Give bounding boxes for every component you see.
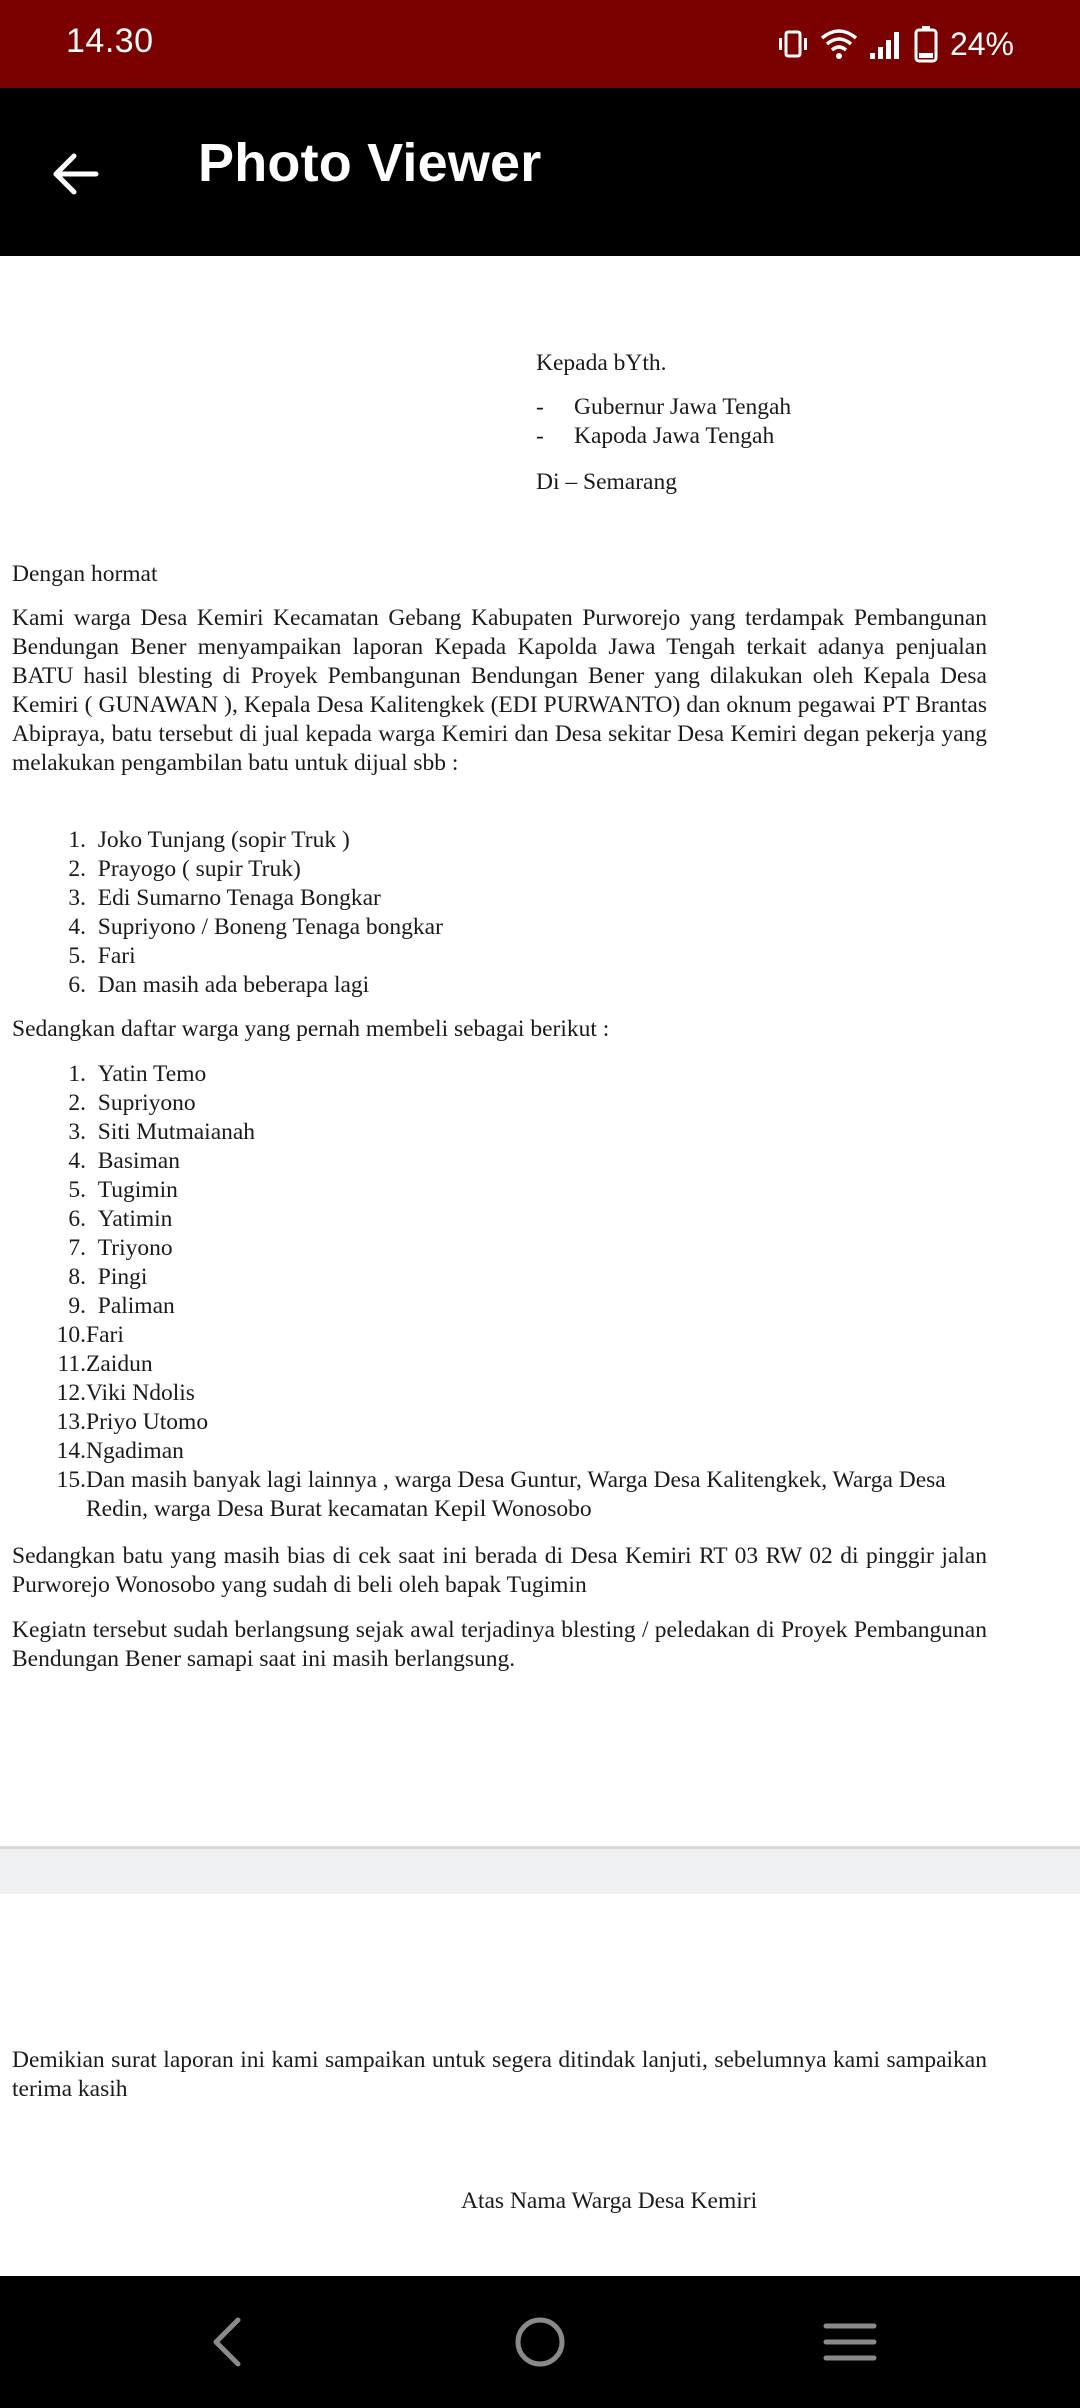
list-item: 11. Zaidun	[57, 1351, 153, 1377]
page-separator	[0, 1846, 1080, 1897]
list-item: 12. Viki Ndolis	[56, 1380, 195, 1406]
nav-home-button[interactable]	[510, 2312, 570, 2372]
list-item: 4. Basiman	[68, 1148, 180, 1174]
list-item: 5. Tugimin	[68, 1177, 178, 1203]
vibrate-icon	[776, 27, 810, 61]
document-page-2	[0, 1894, 1080, 2276]
list-item: 2. Supriyono	[68, 1090, 196, 1116]
list-item: 1. Joko Tunjang (sopir Truk )	[68, 827, 350, 853]
workers-list	[48, 826, 443, 1000]
list-item: 6. Yatimin	[68, 1206, 173, 1232]
recipient-dash: -	[536, 423, 544, 449]
battery-icon	[914, 25, 938, 63]
nav-recents-button[interactable]	[820, 2312, 880, 2372]
list-item: 8. Pingi	[68, 1264, 148, 1290]
status-time: 14.30	[66, 22, 154, 60]
list-item: 13. Priyo Utomo	[56, 1409, 209, 1435]
app-title: Photo Viewer	[198, 133, 542, 193]
list-item: 2. Prayogo ( supir Truk)	[68, 856, 301, 882]
nav-back-button[interactable]	[198, 2312, 258, 2372]
list-item: 6. Dan masih ada beberapa lagi	[68, 972, 370, 998]
list-item: 1. Yatin Temo	[68, 1061, 207, 1087]
status-icons	[776, 20, 1014, 68]
place-line: Di – Semarang	[536, 469, 677, 495]
buyers-list	[48, 1060, 986, 1524]
navigation-bar	[0, 2276, 1080, 2408]
recipient-name: Gubernur Jawa Tengah	[574, 394, 792, 420]
signal-icon	[868, 27, 904, 61]
list-item: 9. Paliman	[68, 1293, 175, 1319]
back-nav-icon	[208, 2316, 248, 2368]
recipient-item	[536, 422, 775, 451]
recipient-item	[536, 393, 792, 422]
status-bar	[0, 0, 1080, 88]
recipient-name: Kapoda Jawa Tengah	[574, 423, 775, 449]
closing-paragraph: Demikian surat laporan ini kami sampaikan untuk segera ditindak lanjuti, sebelumnya kami sampaikan terima kasih	[12, 2047, 987, 2102]
list-item: 10. Fari	[56, 1322, 124, 1348]
back-button[interactable]	[40, 138, 112, 210]
greeting: Dengan hormat	[12, 561, 158, 587]
battery-percent: 24%	[949, 25, 1014, 62]
home-nav-icon	[512, 2314, 568, 2370]
intro-paragraph: Kami warga Desa Kemiri Kecamatan Gebang Kabupaten Purworejo yang terdampak Pembangunan Bendungan Bener menyampaikan laporan Kepada Kapolda Jawa Tengah terkait adanya penjualan BATU hasil blesting di Proyek Pembangunan Bendungan Bener yang dilakukan oleh Kepala Desa Kemiri ( GUNAWAN ), Kepala Desa Kalitengkek (EDI PURWANTO) dan oknum pegawai PT Brantas Abipraya, batu tersebut di jual kepada warga Kemiri dan Desa sekitar Desa Kemiri degan pekerja yang melakukan pengambilan batu untuk dijual sbb :	[12, 605, 987, 776]
stones-paragraph: Sedangkan batu yang masih bias di cek saat ini berada di Desa Kemiri RT 03 RW 02 di pinggir jalan Purworejo Wonosobo yang sudah di beli oleh bapak Tugimin	[12, 1543, 987, 1598]
document-viewer[interactable]	[0, 256, 1080, 2276]
list-item: 3. Edi Sumarno Tenaga Bongkar	[68, 885, 381, 911]
list-item: 15. Dan masih banyak lagi lainnya , warga Desa Guntur, Warga Desa Kalitengkek, Warga Desa Redin, warga Desa Burat kecamatan Kepil Wonosobo	[56, 1467, 946, 1522]
list-item: 3. Siti Mutmaianah	[68, 1119, 256, 1145]
list-item: 5. Fari	[68, 943, 136, 969]
app-bar	[0, 88, 1080, 256]
list-item: 14. Ngadiman	[56, 1438, 184, 1464]
activity-paragraph: Kegiatn tersebut sudah berlangsung sejak awal terjadinya blesting / peledakan di Proyek Pembangunan Bendungan Bener samapi saat ini masih berlangsung.	[12, 1617, 987, 1672]
wifi-icon	[820, 27, 858, 61]
recents-nav-icon	[822, 2320, 878, 2364]
recipient-dash: -	[536, 394, 544, 420]
buyers-intro: Sedangkan daftar warga yang pernah membeli sebagai berikut :	[12, 1016, 610, 1042]
signature-line: Atas Nama Warga Desa Kemiri	[461, 2188, 758, 2214]
document-page-1	[0, 256, 1080, 1846]
addressee-heading: Kepada bYth.	[536, 350, 667, 376]
list-item: 7. Triyono	[68, 1235, 173, 1261]
arrow-left-icon	[50, 148, 102, 200]
list-item: 4. Supriyono / Boneng Tenaga bongkar	[68, 914, 443, 940]
